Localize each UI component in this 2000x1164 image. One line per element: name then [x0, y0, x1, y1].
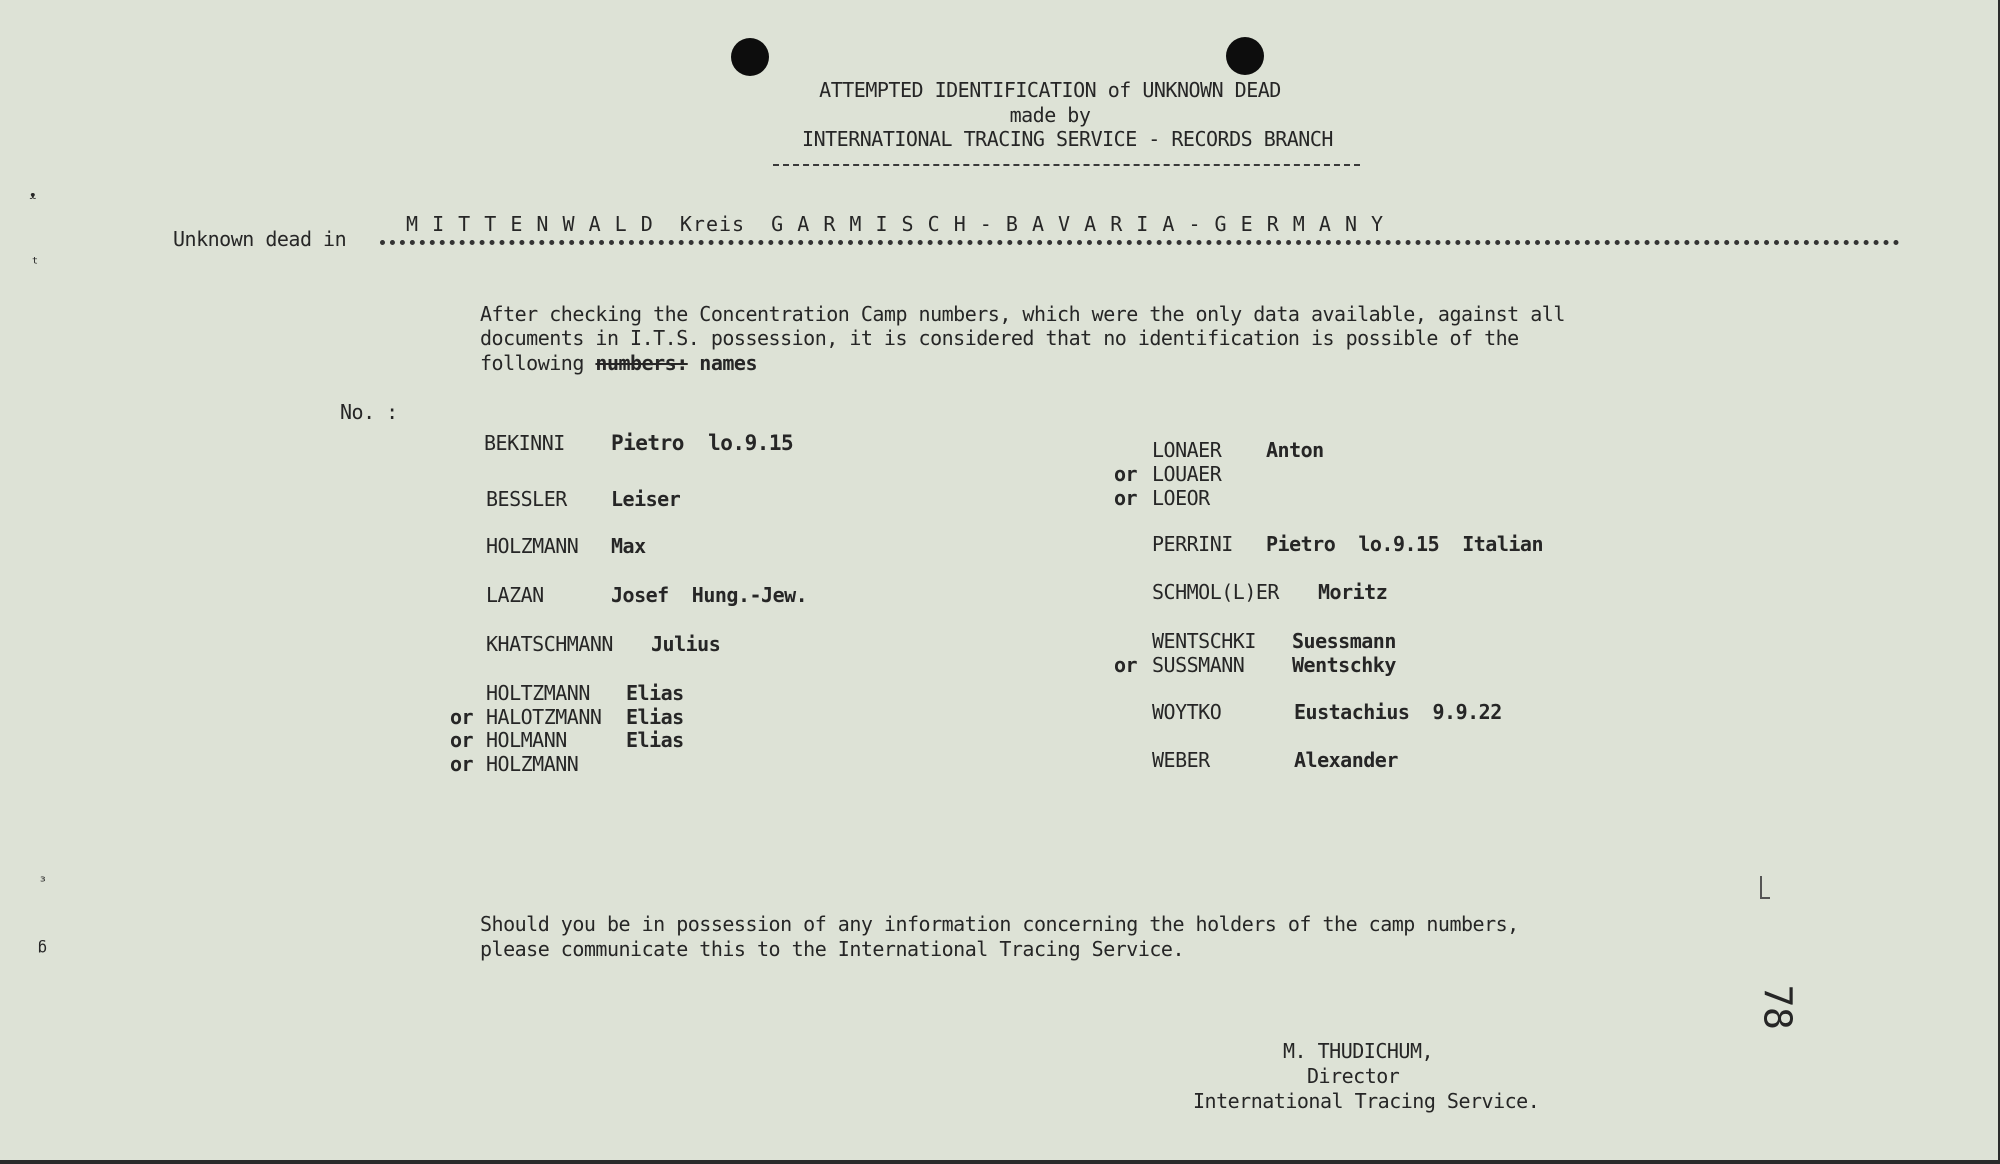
or-prefix: or: [1114, 486, 1138, 510]
list-item-given: Elias: [626, 681, 684, 705]
list-item-given: Pietro lo.9.15 Italian: [1266, 532, 1543, 556]
list-item: HOLZMANN: [486, 752, 579, 776]
list-item-given: Suessmann: [1292, 629, 1396, 653]
margin-tick: [1760, 897, 1770, 899]
list-item: SUSSMANN: [1152, 653, 1245, 677]
list-item-given: Eustachius 9.9.22: [1294, 700, 1502, 724]
unknown-dead-label: Unknown dead in: [173, 227, 347, 251]
list-item-given: Moritz: [1318, 580, 1388, 604]
signature-title: Director: [1307, 1064, 1400, 1088]
no-label: No. :: [340, 400, 398, 424]
intro-line-3: following numbers: names: [480, 351, 758, 375]
list-item-given: Leiser: [611, 487, 681, 511]
location-place: M I T T E N W A L D Kreis G A R M I S C H - B A V A R I A - G E R M A N Y: [406, 212, 1385, 236]
list-item-given: Elias: [626, 728, 684, 752]
signature-name: M. THUDICHUM,: [1283, 1039, 1434, 1063]
header-made-by: made by: [1009, 103, 1091, 127]
list-item: LAZAN: [486, 583, 544, 607]
margin-tick: [1760, 876, 1762, 898]
intro-line-1: After checking the Concentration Camp numbers, which were the only data available, against all: [480, 302, 1565, 326]
closing-line-1: Should you be in possession of any information concerning the holders of the camp numbers,: [480, 912, 1519, 936]
header-title: ATTEMPTED IDENTIFICATION of UNKNOWN DEAD: [819, 78, 1281, 102]
list-item: HOLZMANN: [486, 534, 579, 558]
list-item-given: Julius: [651, 632, 721, 656]
list-item: BESSLER: [486, 487, 567, 511]
list-item-given: Pietro lo.9.15: [611, 431, 794, 455]
margin-mark: ᵷ: [38, 934, 48, 953]
intro-line-2: documents in I.T.S. possession, it is considered that no identification is possible of the: [480, 326, 1519, 350]
list-item: WEBER: [1152, 748, 1210, 772]
list-item-given: Elias: [626, 705, 684, 729]
list-item: HOLMANN: [486, 728, 567, 752]
margin-mark: ᵗ: [30, 254, 40, 273]
list-item-given: Wentschky: [1292, 653, 1396, 677]
list-item: PERRINI: [1152, 532, 1233, 556]
list-item-given: Alexander: [1294, 748, 1398, 772]
margin-mark: ᵜ: [28, 188, 38, 207]
or-prefix: or: [450, 752, 474, 776]
header-org: INTERNATIONAL TRACING SERVICE - RECORDS BRANCH: [802, 127, 1333, 151]
list-item-given: Max: [611, 534, 646, 558]
list-item: LOUAER: [1152, 462, 1222, 486]
margin-mark: ᶟ: [38, 872, 48, 891]
punch-hole-left: [731, 38, 769, 76]
punch-hole-right: [1226, 37, 1264, 75]
list-item: LOEOR: [1152, 486, 1210, 510]
list-item: HOLTZMANN: [486, 681, 590, 705]
list-item: WOYTKO: [1152, 700, 1222, 724]
list-item: WENTSCHKI: [1152, 629, 1256, 653]
closing-line-2: please communicate this to the International Tracing Service.: [480, 937, 1185, 961]
list-item: HALOTZMANN: [486, 705, 602, 729]
signature-org: International Tracing Service.: [1193, 1089, 1540, 1113]
list-item: SCHMOL(L)ER: [1152, 580, 1279, 604]
list-item: KHATSCHMANN: [486, 632, 613, 656]
or-prefix: or: [1114, 653, 1138, 677]
or-prefix: or: [1114, 462, 1138, 486]
location-dotted-line: [380, 240, 1900, 245]
or-prefix: or: [450, 728, 474, 752]
or-prefix: or: [450, 705, 474, 729]
header-underline: [773, 164, 1360, 166]
list-item: BEKINNI: [484, 431, 565, 455]
list-item: LONAER: [1152, 438, 1222, 462]
list-item-given: Anton: [1266, 438, 1324, 462]
struck-word: numbers:: [595, 351, 688, 375]
page-number: 78: [1755, 984, 1800, 1030]
list-item-given: Josef Hung.-Jew.: [611, 583, 808, 607]
